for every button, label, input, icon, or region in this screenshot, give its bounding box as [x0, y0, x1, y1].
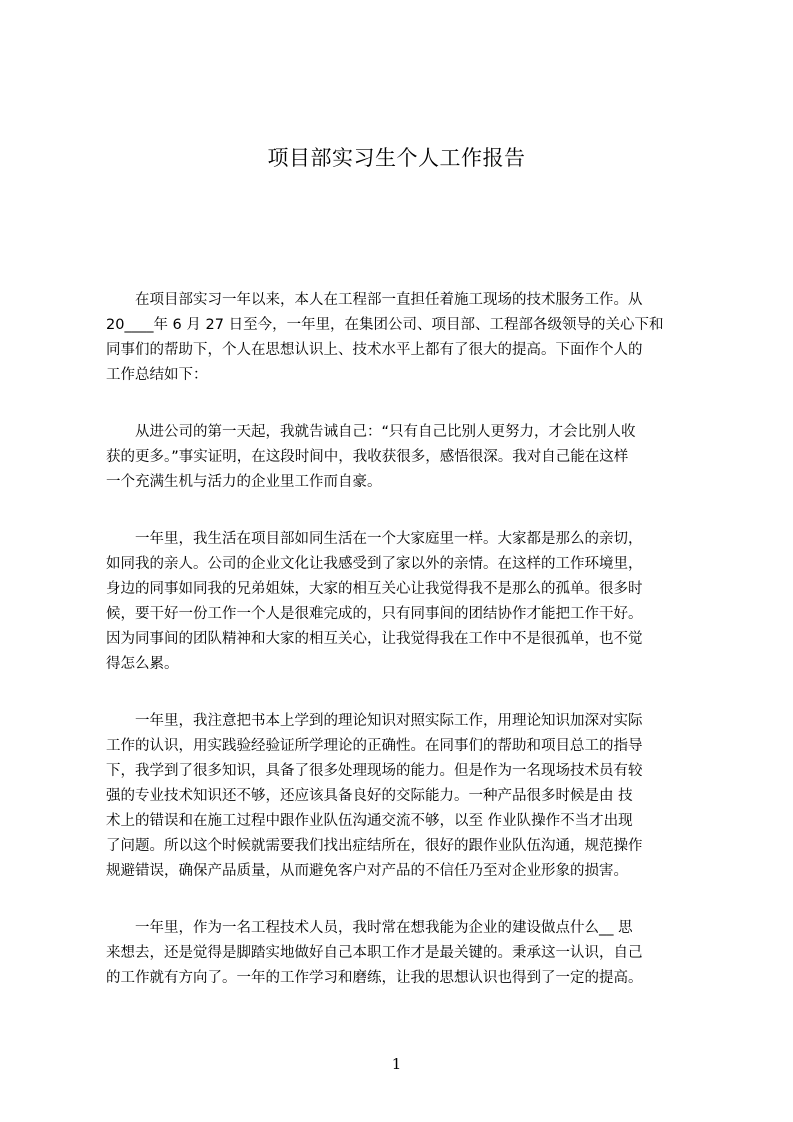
text-line: 在项目部实习一年以来，本人在工程部一直担任着施工现场的技术服务工作。从: [135, 292, 643, 308]
text-line: 同事们的帮助下，个人在思想认识上、技术水平上都有了很大的提高。下面作个人的: [106, 342, 643, 358]
text-line: 一个充满生机与活力的企业里工作而自豪。: [106, 474, 382, 490]
document-title: 项目部实习生个人工作报告: [267, 146, 526, 170]
text-line: 因为同事间的团队精神和大家的相互关心，让我觉得我在工作中不是很孤单，也不觉: [106, 631, 643, 647]
text-line: 规避错误，确保产品质量，从而避免客户对产品的不信任乃至对企业形象的损害。: [106, 863, 628, 879]
paragraph: [106, 420, 696, 495]
text-line: 得怎么累。: [106, 656, 179, 672]
text-line: 20____年 6 月 27 日至今，一年里，在集团公司、项目部、工程部各级领导的关心下和: [106, 317, 664, 333]
text-line: 工作的认识，用实践验经验证所学理论的正确性。在同事们的帮助和项目总工的指导: [106, 738, 643, 754]
page-number: 1: [391, 1055, 402, 1073]
document-body: [106, 288, 696, 1023]
text-line: 工作总结如下：: [106, 367, 208, 383]
paragraph: [106, 916, 696, 991]
paragraph: [106, 527, 696, 677]
paragraph: [106, 288, 696, 388]
text-line: 一年里，我注意把书本上学到的理论知识对照实际工作，用理论知识加深对实际: [135, 713, 643, 729]
text-line: 一年里，作为一名工程技术人员，我时常在想我能为企业的建设做点什么__ 思: [135, 920, 633, 936]
text-line: 术上的错误和在施工过程中跟作业队伍沟通交流不够，以至 作业队操作不当才出现: [106, 813, 633, 829]
text-line: 的工作就有方向了。一年的工作学习和磨练，让我的思想认识也得到了一定的提高。: [106, 970, 643, 986]
text-line: 身边的同事如同我的兄弟姐妹，大家的相互关心让我觉得我不是那么的孤单。很多时: [106, 581, 643, 597]
text-line: 强的专业技术知识还不够，还应该具备良好的交际能力。一种产品很多时候是由 技: [106, 788, 633, 804]
text-line: 如同我的亲人。公司的企业文化让我感受到了家以外的亲情。在这样的工作环境里，: [106, 556, 643, 572]
text-line: 下，我学到了很多知识，具备了很多处理现场的能力。但是作为一名现场技术员有较: [106, 763, 643, 779]
text-line: 从进公司的第一天起，我就告诫自己：“只有自己比别人更努力，才会比别人收: [135, 424, 636, 440]
text-line: 一年里，我生活在项目部如同生活在一个大家庭里一样。大家都是那么的亲切，: [135, 531, 643, 547]
text-line: 候，要干好一份工作一个人是很难完成的，只有同事间的团结协作才能把工作干好。: [106, 606, 643, 622]
text-line: 了问题。所以这个时候就需要我们找出症结所在，很好的跟作业队伍沟通，规范操作: [106, 838, 643, 854]
text-line: 获的更多。”事实证明，在这段时间中，我收获很多，感悟很深。我对自己能在这样: [106, 449, 629, 465]
paragraph: [106, 709, 696, 884]
text-line: 来想去，还是觉得是脚踏实地做好自己本职工作才是最关键的。秉承这一认识，自己: [106, 945, 643, 961]
